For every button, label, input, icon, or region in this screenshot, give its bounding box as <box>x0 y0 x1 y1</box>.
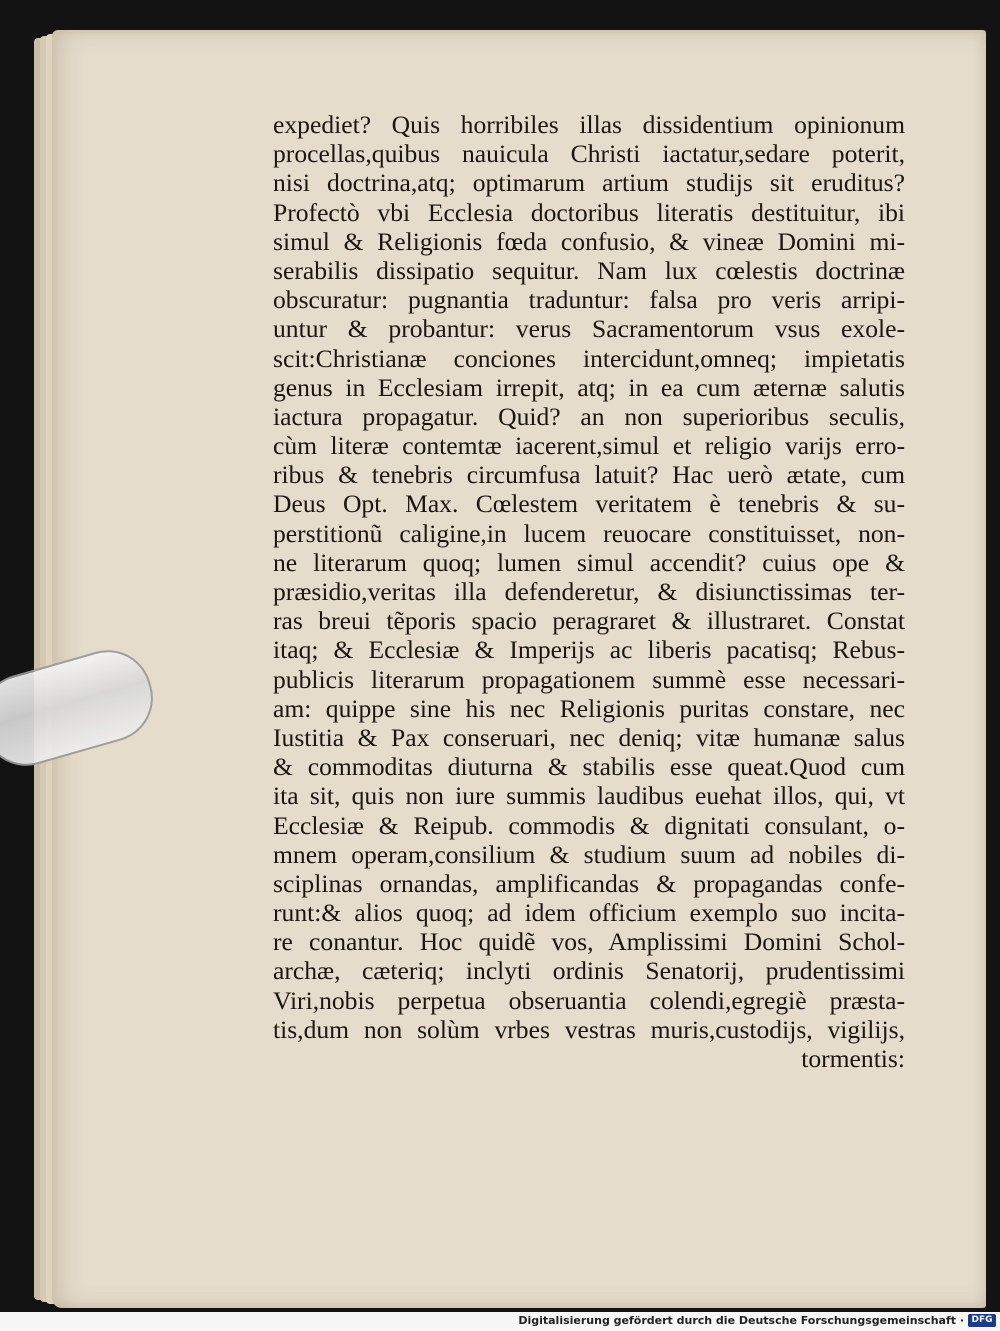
text-line: cùm literæ contemtæ iacerent,simul et religio varijs erro- <box>273 431 905 461</box>
text-line: serabilis dissipatio sequitur. Nam lux cœlestis doctrinæ <box>273 255 905 285</box>
text-line: ne literarum quoq; lumen simul accendit? cuius ope & <box>273 547 905 577</box>
text-line: archæ, cæteriq; inclyti ordinis Senatorij, prudentissimi <box>273 956 905 986</box>
text-line: Profectò vbi Ecclesia doctoribus literatis destituitur, ibi <box>273 197 905 227</box>
text-line: scit:Christianæ conciones intercidunt,omneq; impietatis <box>273 343 905 373</box>
text-line: simul & Religionis fœda confusio, & vineæ Domini mi- <box>273 226 905 256</box>
text-line: nisi doctrina,atq; optimarum artium studijs sit eruditus? <box>273 168 905 198</box>
text-line: untur & probantur: verus Sacramentorum vsus exole- <box>273 314 905 344</box>
text-line: obscuratur: pugnantia traduntur: falsa pro veris arripi- <box>273 285 905 315</box>
text-line: Viri,nobis perpetua obseruantia colendi,egregiè præsta- <box>273 985 905 1015</box>
text-line: runt:& alios quoq; ad idem officium exemplo suo incita- <box>273 898 905 928</box>
dfg-logo: DFG <box>968 1314 996 1327</box>
text-line: ras breui tẽporis spacio peragraret & illustraret. Constat <box>273 606 905 636</box>
text-line: am: quippe sine his nec Religionis puritas constare, nec <box>273 693 905 723</box>
text-line: tis,dum non solùm vrbes vestras muris,custodijs, vigilijs, <box>273 1014 905 1044</box>
text-line: iactura propagatur. Quid? an non superioribus seculis, <box>273 401 905 431</box>
text-line: publicis literarum propagationem summè esse necessari- <box>273 664 905 694</box>
text-line: perstitionũ caligine,in lucem reuocare constituisset, non- <box>273 518 905 548</box>
text-line: ita sit, quis non iure summis laudibus euehat illos, qui, vt <box>273 781 905 811</box>
text-line: mnem operam,consilium & studium suum ad nobiles di- <box>273 839 905 869</box>
footer-credit: Digitalisierung gefördert durch die Deutsche Forschungsgemeinschaft · <box>518 1314 964 1327</box>
text-line: Deus Opt. Max. Cœlestem veritatem è tenebris & su- <box>273 489 905 519</box>
text-line: genus in Ecclesiam irrepit, atq; in ea cum æternæ salutis <box>273 372 905 402</box>
text-line: sciplinas ornandas, amplificandas & propagandas confe- <box>273 868 905 898</box>
text-line: expediet? Quis horribiles illas dissidentium opinionum <box>273 110 905 139</box>
page-text <box>273 110 905 1073</box>
text-line: itaq; & Ecclesiæ & Imperijs ac liberis pacatisq; Rebus- <box>273 635 905 665</box>
text-line: præsidio,veritas illa defenderetur, & disiunctissimas ter- <box>273 577 905 606</box>
text-line: Ecclesiæ & Reipub. commodis & dignitati consulant, o- <box>273 810 905 840</box>
text-line: re conantur. Hoc quidẽ vos, Amplissimi Domini Schol- <box>273 927 905 957</box>
text-line: Iustitia & Pax conseruari, nec deniq; vitæ humanæ salus <box>273 722 905 752</box>
text-line: ribus & tenebris circumfusa latuit? Hac uerò ætate, cum <box>273 460 905 490</box>
text-line: procellas,quibus nauicula Christi iactatur,sedare poterit, <box>273 139 905 169</box>
catchword: tormentis: <box>801 1044 905 1073</box>
text-line: & commoditas diuturna & stabilis esse queat.Quod cum <box>273 752 905 782</box>
